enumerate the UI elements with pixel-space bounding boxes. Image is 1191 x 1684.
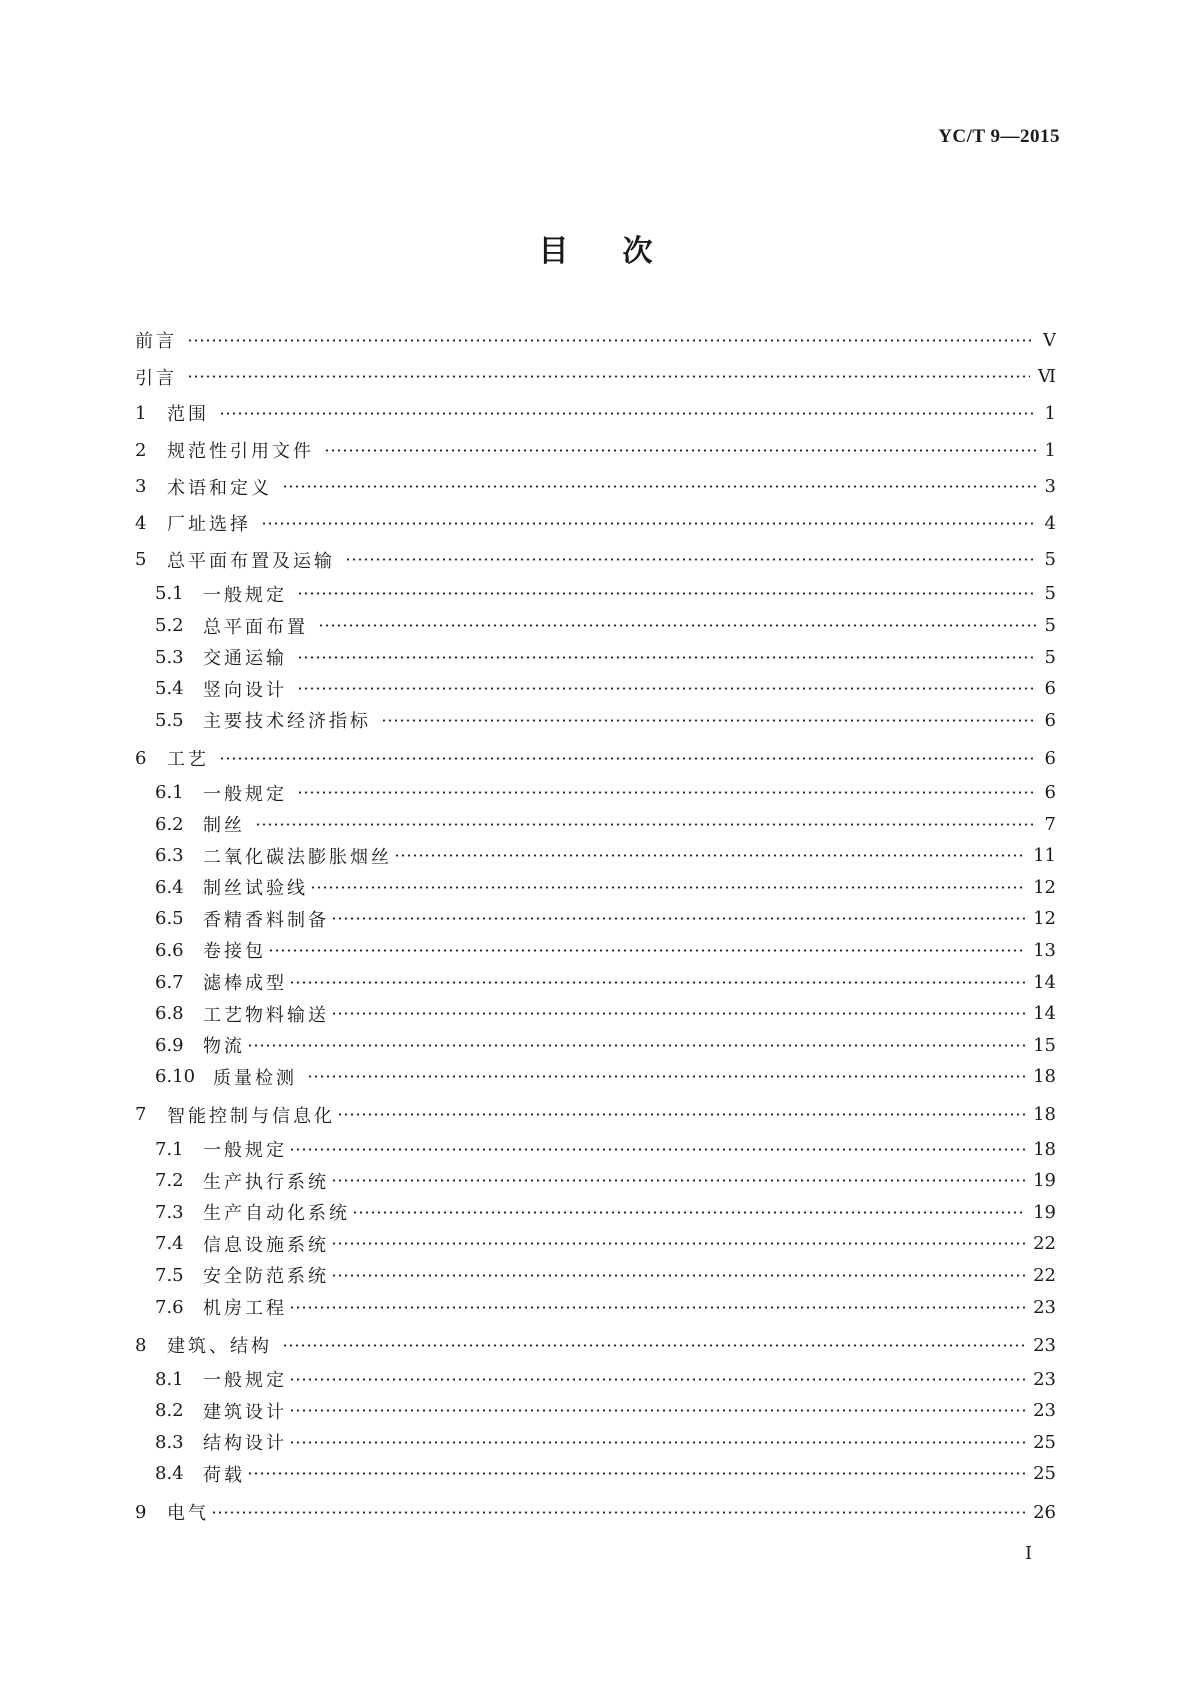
toc-entry-page: 18 (1033, 1066, 1056, 1088)
toc-entry-title: 智能控制与信息化 (167, 1105, 335, 1127)
toc-entry-number: 5.4 (155, 678, 184, 700)
toc-entry-title: 质量检测 (213, 1067, 297, 1089)
toc-entry-title: 制丝试验线 (203, 878, 308, 900)
toc-entry-page: 12 (1033, 908, 1056, 930)
toc-entry-number: 6.4 (155, 876, 184, 898)
toc-entry-number: 6.7 (155, 971, 184, 993)
dot-leader (187, 375, 1030, 378)
toc-entry-page: 5 (1044, 583, 1056, 605)
toc-entry-number: 6 (135, 747, 147, 769)
dot-leader (337, 1113, 1025, 1116)
toc-subentry[interactable] (135, 1196, 1056, 1228)
toc-entry-page: 3 (1044, 476, 1056, 498)
dot-leader (289, 1441, 1025, 1444)
toc-entry-number: 8.2 (155, 1400, 184, 1422)
toc-subentry[interactable] (135, 641, 1056, 673)
toc-entry-page: 5 (1044, 646, 1056, 668)
toc-entry-title: 建筑设计 (203, 1401, 287, 1423)
toc-entry-page: 26 (1033, 1501, 1056, 1523)
toc-entry-title: 香精香料制备 (203, 909, 329, 931)
toc-subentry[interactable] (135, 1458, 1056, 1490)
toc-subentry[interactable] (135, 872, 1056, 904)
toc-entry-page: 22 (1033, 1233, 1056, 1255)
toc-subentry[interactable] (135, 777, 1056, 809)
dot-leader (331, 1274, 1025, 1277)
toc-entry-number: 7.6 (155, 1296, 184, 1318)
dot-leader (289, 1409, 1025, 1412)
dot-leader (394, 854, 1025, 857)
toc-entry-title: 竖向设计 (203, 679, 287, 701)
toc-entry[interactable] (135, 542, 1056, 579)
toc-subentry[interactable] (135, 705, 1056, 737)
dot-leader (331, 1012, 1025, 1015)
toc-entry-title: 范围 (167, 404, 209, 426)
toc-entry-number: 1 (135, 402, 147, 424)
toc-entry[interactable] (135, 395, 1056, 432)
dot-leader (289, 1306, 1025, 1309)
toc-entry-number: 7.5 (155, 1264, 184, 1286)
dot-leader (247, 1044, 1025, 1047)
toc-entry-number: 6.9 (155, 1034, 184, 1056)
toc-entry-number: 5 (135, 549, 147, 571)
toc-entry-number: 7.3 (155, 1201, 184, 1223)
toc-entry-title: 厂址选择 (167, 514, 251, 536)
toc-subentry[interactable] (135, 808, 1056, 840)
dot-leader (255, 823, 1037, 826)
toc-subentry[interactable] (135, 578, 1056, 610)
dot-leader (261, 522, 1037, 525)
dot-leader (247, 1472, 1025, 1475)
toc-entry-number: 5.1 (155, 583, 184, 605)
toc-entry-page: 11 (1033, 845, 1056, 867)
toc-entry-page: 1 (1044, 439, 1056, 461)
dot-leader (297, 791, 1037, 794)
toc-entry-title: 总平面布置及运输 (167, 550, 335, 572)
dot-leader (297, 687, 1037, 690)
toc-entry-title: 交通运输 (203, 648, 287, 670)
dot-leader (289, 1378, 1025, 1381)
toc-entry-number: 2 (135, 439, 147, 461)
dot-leader (324, 449, 1037, 452)
dot-leader (331, 917, 1025, 920)
toc-entry-number: 8.3 (155, 1431, 184, 1453)
toc-entry-number: 4 (135, 512, 147, 534)
dot-leader (331, 1242, 1025, 1245)
toc-entry-page: 25 (1033, 1431, 1056, 1453)
toc-subentry[interactable] (135, 1395, 1056, 1427)
toc-entry-number: 6.10 (155, 1066, 196, 1088)
toc-entry-number: 6.5 (155, 908, 184, 930)
toc-entry-page: 23 (1033, 1400, 1056, 1422)
toc-entry-page: 25 (1033, 1463, 1056, 1485)
toc-entry-title: 一般规定 (203, 584, 287, 606)
toc-entry-page: 4 (1044, 512, 1056, 534)
dot-leader (345, 558, 1037, 561)
toc-entry-title: 荷载 (203, 1464, 245, 1486)
toc-entry-title: 卷接包 (203, 941, 266, 963)
toc-entry[interactable] (135, 1494, 1056, 1531)
toc-entry-title: 结构设计 (203, 1433, 287, 1455)
toc-entry-number: 8.1 (155, 1368, 184, 1390)
toc-entry-page: 18 (1033, 1138, 1056, 1160)
toc-entry-title: 制丝 (203, 815, 245, 837)
toc-entry-page: 14 (1033, 971, 1056, 993)
toc-entry-page: 22 (1033, 1264, 1056, 1286)
toc-entry-title: 工艺物料输送 (203, 1004, 329, 1026)
dot-leader (219, 412, 1037, 415)
dot-leader (187, 339, 1035, 342)
toc-entry[interactable] (135, 468, 1056, 505)
toc-entry-title: 术语和定义 (167, 477, 272, 499)
toc-entry-number: 5.5 (155, 709, 184, 731)
toc-subentry[interactable] (135, 1260, 1056, 1292)
toc-entry-title: 滤棒成型 (203, 973, 287, 995)
toc-entry[interactable] (135, 432, 1056, 469)
table-of-contents (135, 322, 1056, 1530)
dot-leader (307, 1075, 1025, 1078)
toc-entry-page: 5 (1044, 615, 1056, 637)
toc-entry[interactable] (135, 505, 1056, 542)
toc-entry-title: 工艺 (167, 749, 209, 771)
toc-subentry[interactable] (135, 1291, 1056, 1323)
toc-entry-number: 8 (135, 1334, 147, 1356)
toc-entry-number: 6.8 (155, 1003, 184, 1025)
dot-leader (219, 757, 1037, 760)
toc-entry-number: 7.4 (155, 1233, 184, 1255)
toc-entry-title: 一般规定 (203, 783, 287, 805)
toc-entry[interactable] (135, 1097, 1056, 1134)
dot-leader (289, 981, 1025, 984)
toc-entry-title: 引言 (135, 367, 177, 389)
toc-entry-page: 23 (1033, 1334, 1056, 1356)
dot-leader (318, 624, 1037, 627)
toc-entry-page: 6 (1044, 709, 1056, 731)
dot-leader (268, 949, 1025, 952)
standard-code: YC/T 9—2015 (938, 126, 1060, 147)
toc-entry-page: 12 (1033, 876, 1056, 898)
toc-subentry[interactable] (135, 610, 1056, 642)
toc-entry-title: 生产执行系统 (203, 1171, 329, 1193)
toc-entry-page: 19 (1033, 1201, 1056, 1223)
toc-entry-page: 6 (1044, 782, 1056, 804)
toc-entry-title: 总平面布置 (203, 616, 308, 638)
toc-entry-title: 前言 (135, 331, 177, 353)
toc-entry-title: 建筑、结构 (167, 1336, 272, 1358)
toc-entry-title: 主要技术经济指标 (203, 711, 371, 733)
toc-subentry[interactable] (135, 1427, 1056, 1459)
toc-entry-title: 电气 (167, 1503, 209, 1525)
toc-entry-page: 6 (1044, 747, 1056, 769)
toc-entry-title: 一般规定 (203, 1140, 287, 1162)
toc-entry-page: 23 (1033, 1296, 1056, 1318)
dot-leader (282, 485, 1037, 488)
toc-subentry[interactable] (135, 903, 1056, 935)
dot-leader (297, 656, 1037, 659)
dot-leader (282, 1344, 1025, 1347)
toc-entry-number: 9 (135, 1501, 147, 1523)
toc-entry-number: 6.3 (155, 845, 184, 867)
toc-entry-title: 二氧化碳法膨胀烟丝 (203, 846, 392, 868)
toc-entry-title: 信息设施系统 (203, 1234, 329, 1256)
page-title: 目次 (538, 234, 707, 269)
toc-subentry[interactable] (135, 1165, 1056, 1197)
toc-subentry[interactable] (135, 840, 1056, 872)
toc-subentry[interactable] (135, 998, 1056, 1030)
dot-leader (331, 1179, 1025, 1182)
toc-entry-page: 7 (1044, 813, 1056, 835)
page-number: I (1025, 1543, 1033, 1564)
toc-entry-title: 物流 (203, 1036, 245, 1058)
toc-entry[interactable] (135, 1327, 1056, 1364)
toc-entry-number: 7 (135, 1104, 147, 1126)
toc-entry-page: 1 (1044, 402, 1056, 424)
toc-entry-number: 8.4 (155, 1463, 184, 1485)
toc-entry[interactable] (135, 359, 1056, 396)
toc-subentry[interactable] (135, 1363, 1056, 1395)
toc-entry-number: 5.3 (155, 646, 184, 668)
toc-subentry[interactable] (135, 966, 1056, 998)
toc-entry-page: 23 (1033, 1368, 1056, 1390)
toc-entry-number: 5.2 (155, 615, 184, 637)
toc-entry-number: 6.2 (155, 813, 184, 835)
dot-leader (381, 719, 1037, 722)
toc-entry-title: 机房工程 (203, 1298, 287, 1320)
toc-subentry[interactable] (135, 935, 1056, 967)
toc-entry[interactable] (135, 322, 1056, 359)
toc-entry-number: 6.6 (155, 939, 184, 961)
dot-leader (297, 592, 1037, 595)
toc-entry-title: 一般规定 (203, 1370, 287, 1392)
toc-entry-page: Ⅵ (1037, 366, 1056, 388)
toc-entry-page: 5 (1044, 549, 1056, 571)
toc-subentry[interactable] (135, 673, 1056, 705)
toc-entry-page: 19 (1033, 1170, 1056, 1192)
toc-entry-number: 7.2 (155, 1170, 184, 1192)
toc-entry-page: 6 (1044, 678, 1056, 700)
toc-entry[interactable] (135, 740, 1056, 777)
toc-subentry[interactable] (135, 1061, 1056, 1093)
toc-entry-title: 安全防范系统 (203, 1266, 329, 1288)
toc-subentry[interactable] (135, 1133, 1056, 1165)
toc-entry-title: 生产自动化系统 (203, 1203, 350, 1225)
toc-entry-page: 13 (1033, 939, 1056, 961)
toc-entry-page: 15 (1033, 1034, 1056, 1056)
toc-subentry[interactable] (135, 1029, 1056, 1061)
dot-leader (211, 1511, 1025, 1514)
toc-entry-page: 14 (1033, 1003, 1056, 1025)
toc-entry-title: 规范性引用文件 (167, 441, 314, 463)
toc-entry-number: 6.1 (155, 782, 184, 804)
toc-entry-number: 3 (135, 476, 147, 498)
dot-leader (289, 1148, 1025, 1151)
dot-leader (310, 886, 1025, 889)
toc-entry-number: 7.1 (155, 1138, 184, 1160)
toc-subentry[interactable] (135, 1228, 1056, 1260)
dot-leader (352, 1211, 1025, 1214)
toc-entry-page: Ⅴ (1043, 329, 1056, 351)
toc-entry-page: 18 (1033, 1104, 1056, 1126)
